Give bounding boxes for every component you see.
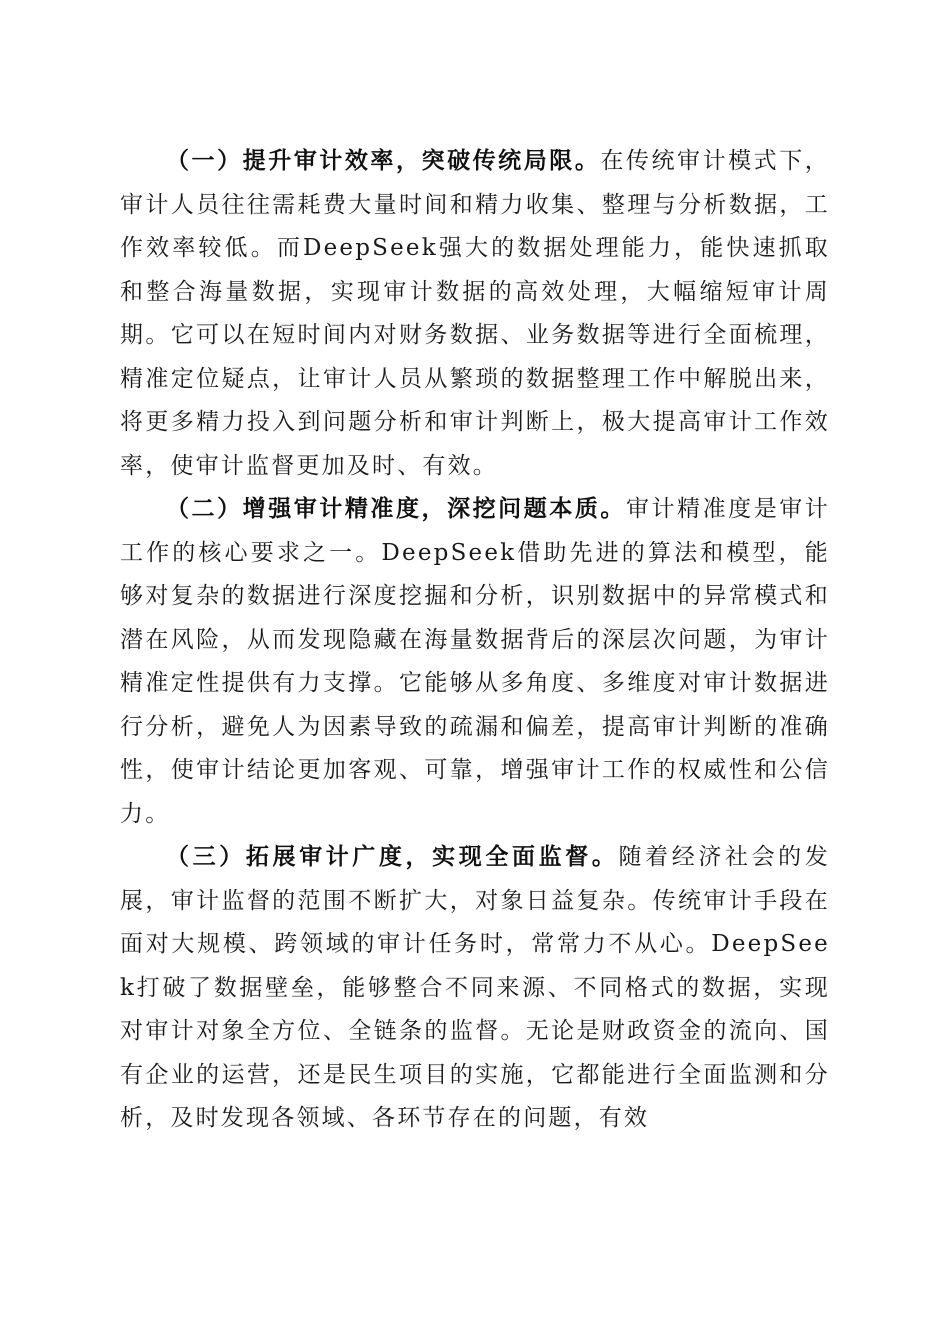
paragraph-3 xyxy=(120,836,830,1141)
paragraph-2-text: 审计精准度是审计工作的核心要求之一。DeepSeek借助先进的算法和模型，能够对复杂的数据进行深度挖掘和分析，识别数据中的异常模式和潜在风险，从而发现隐藏在海量数据背后的深层次问题，为审计精准定性提供有力支撑。它能够从多角度、多维度对审计数据进行分析，避免人为因素导致的疏漏和偏差，提高审计判断的准确性，使审计结论更加客观、可靠，增强审计工作的权威性和公信力。 xyxy=(120,496,830,827)
paragraph-1-heading: （一）提升审计效率，突破传统局限。 xyxy=(166,148,601,174)
paragraph-1 xyxy=(120,140,830,488)
paragraph-3-heading: （三）拓展审计广度，实现全面监督。 xyxy=(166,844,619,870)
paragraph-1-text: 在传统审计模式下，审计人员往往需耗费大量时间和精力收集、整理与分析数据，工作效率较低。而DeepSeek强大的数据处理能力，能快速抓取和整合海量数据，实现审计数据的高效处理，大幅缩短审计周期。它可以在短时间内对财务数据、业务数据等进行全面梳理，精准定位疑点，让审计人员从繁琐的数据整理工作中解脱出来，将更多精力投入到问题分析和审计判断上，极大提高审计工作效率，使审计监督更加及时、有效。 xyxy=(120,148,830,479)
paragraph-2-heading: （二）增强审计精准度，深挖问题本质。 xyxy=(166,496,626,522)
paragraph-2 xyxy=(120,488,830,836)
document-body xyxy=(120,140,830,1141)
paragraph-3-text: 随着经济社会的发展，审计监督的范围不断扩大，对象日益复杂。传统审计手段在面对大规模、跨领域的审计任务时，常常力不从心。DeepSeek打破了数据壁垒，能够整合不同来源、不同格式的数据，实现对审计对象全方位、全链条的监督。无论是财政资金的流向、国有企业的运营，还是民生项目的实施，它都能进行全面监测和分析，及时发现各领域、各环节存在的问题，有效 xyxy=(120,844,830,1131)
